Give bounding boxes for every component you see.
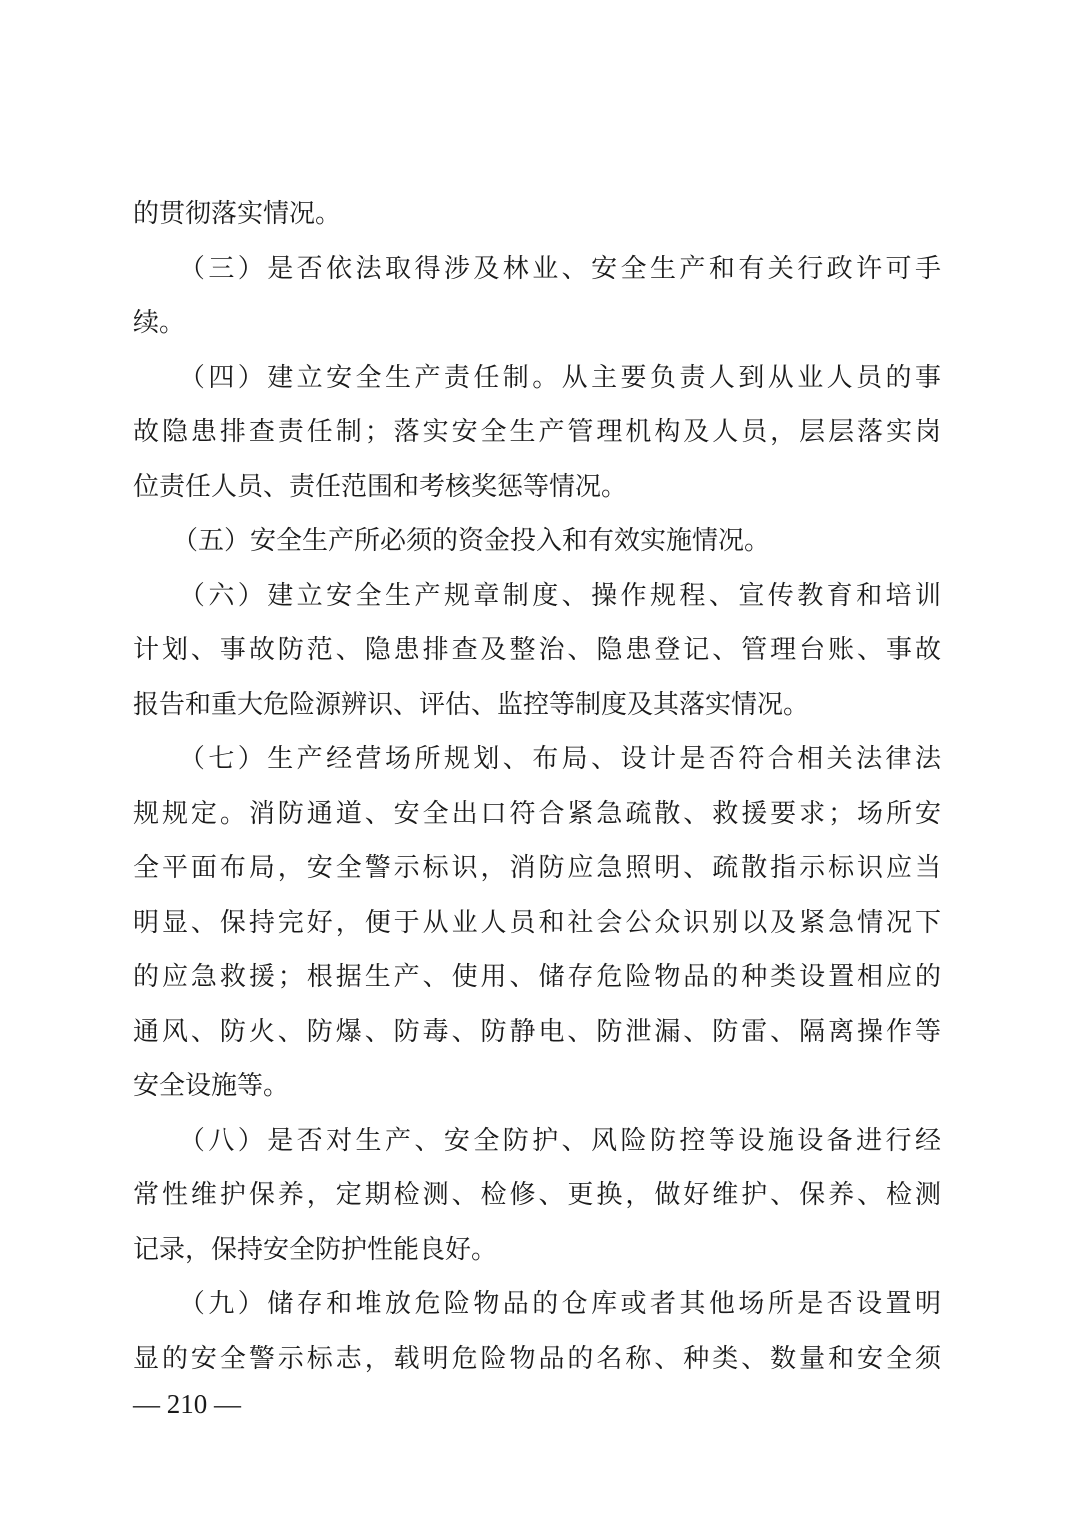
text-line: （八）是否对生产、安全防护、风险防控等设施设备进行经 bbox=[133, 1125, 941, 1156]
document-body bbox=[133, 187, 941, 1386]
text-line: （三）是否依法取得涉及林业、安全生产和有关行政许可手 bbox=[133, 253, 941, 284]
text-line: （九）储存和堆放危险物品的仓库或者其他场所是否设置明 bbox=[133, 1289, 941, 1319]
text-line: 的贯彻落实情况。 bbox=[133, 199, 342, 229]
text-line: 故隐患排查责任制；落实安全生产管理机构及人员，层层落实岗 bbox=[133, 417, 941, 447]
text-line: 计划、事故防范、隐患排查及整治、隐患登记、管理台账、事故 bbox=[133, 635, 941, 665]
text-line: 安全设施等。 bbox=[133, 1071, 290, 1101]
text-line: 全平面布局，安全警示标识，消防应急照明、疏散指示标识应当 bbox=[133, 853, 941, 883]
text-line: （六）建立安全生产规章制度、操作规程、宣传教育和培训 bbox=[133, 580, 941, 611]
page-number: — 210 — bbox=[133, 1389, 241, 1419]
text-line: 续。 bbox=[133, 308, 186, 338]
text-line: （四）建立安全生产责任制。从主要负责人到从业人员的事 bbox=[133, 362, 941, 393]
text-line: 规规定。消防通道、安全出口符合紧急疏散、救援要求；场所安 bbox=[133, 798, 941, 829]
text-line: （五）安全生产所必须的资金投入和有效实施情况。 bbox=[133, 526, 771, 556]
text-line: 常性维护保养，定期检测、检修、更换，做好维护、保养、检测 bbox=[133, 1180, 941, 1210]
text-line: （七）生产经营场所规划、布局、设计是否符合相关法律法 bbox=[133, 744, 941, 774]
text-line: 位责任人员、责任范围和考核奖惩等情况。 bbox=[133, 471, 628, 502]
text-line: 记录，保持安全防护性能良好。 bbox=[133, 1234, 498, 1265]
text-line: 报告和重大危险源辨识、评估、监控等制度及其落实情况。 bbox=[133, 689, 810, 720]
text-line: 显的安全警示标志，载明危险物品的名称、种类、数量和安全须 bbox=[133, 1343, 941, 1374]
text-line: 的应急救援；根据生产、使用、储存危险物品的种类设置相应的 bbox=[133, 962, 941, 992]
text-line: 明显、保持完好，便于从业人员和社会公众识别以及紧急情况下 bbox=[133, 907, 941, 938]
text-line: 通风、防火、防爆、防毒、防静电、防泄漏、防雷、隔离操作等 bbox=[133, 1016, 941, 1047]
